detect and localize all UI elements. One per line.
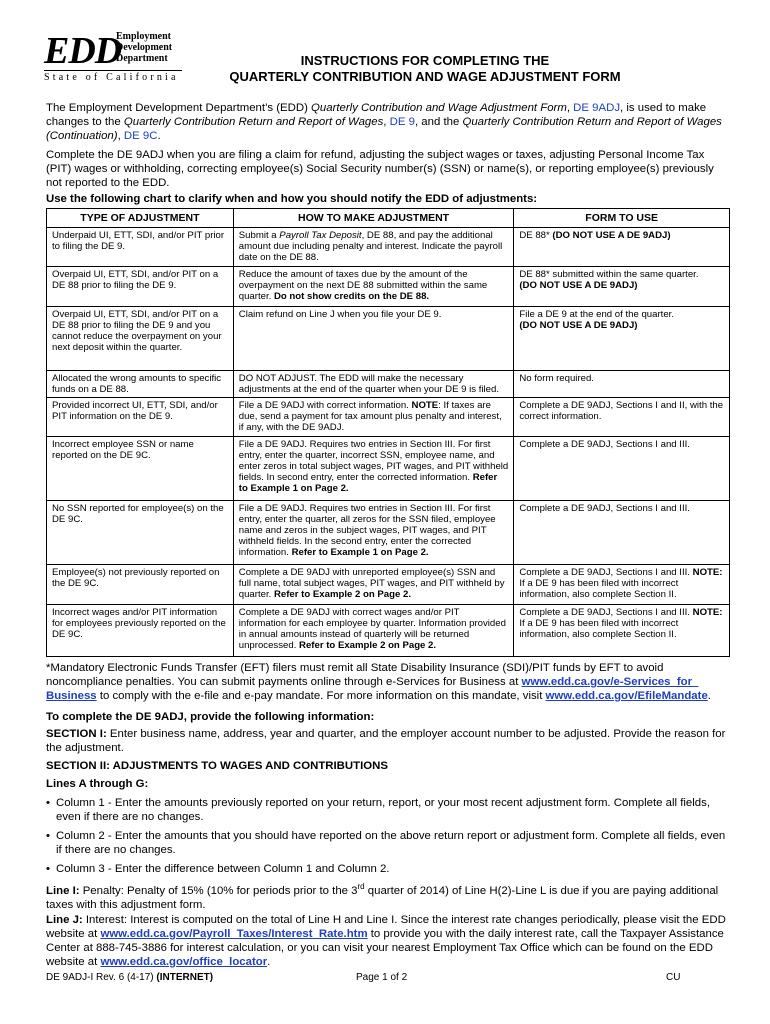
form-cell: Complete a DE 9ADJ, Sections I and III. [514, 437, 730, 501]
table-row [47, 267, 730, 307]
de9c-link[interactable]: DE 9C [123, 130, 158, 142]
table-row [47, 437, 730, 501]
type-cell: Underpaid UI, ETT, SDI, and/or PIT prior to filing the DE 9. [47, 228, 234, 267]
page-number: Page 1 of 2 [356, 972, 408, 983]
how-cell: Complete a DE 9ADJ with unreported employee(s) SSN and full name, total subject wages, PIT wages, and PIT withheld by quarter. Refer to Example 2 on Page 2. [233, 565, 514, 605]
section-1-text: SECTION I: Enter business name, address, year and quarter, and the employer account number to be adjusted. Provide the reason for the adjustment. [46, 728, 726, 754]
bullet-icon: • [46, 830, 50, 842]
form-cell: Complete a DE 9ADJ, Sections I and II, with the correct information. [514, 398, 730, 437]
how-cell: File a DE 9ADJ with correct information. NOTE: If taxes are due, send a payment for tax amount plus penalty and interest, if any, with the DE 9ADJ. [233, 398, 514, 437]
intro-paragraph-2: Complete the DE 9ADJ when you are filing a claim for refund, adjusting the subject wages or taxes, adjusting Personal Income Tax (PIT) wages or withholding, correcting employee(s) Social Security number(s) (SSN) or name(s), or reporting employee(s) previously not reported to the EDD. [46, 149, 714, 189]
type-cell: Provided incorrect UI, ETT, SDI, and/or PIT information on the DE 9. [47, 398, 234, 437]
type-cell: No SSN reported for employee(s) on the DE 9C. [47, 501, 234, 565]
interest-rate-link[interactable]: www.edd.ca.gov/Payroll_Taxes/Interest_Rate.htm [100, 928, 368, 940]
type-cell: Incorrect employee SSN or name reported on the DE 9C. [47, 437, 234, 501]
logo-department-text: Employment Development Department [116, 31, 173, 64]
table-row [47, 228, 730, 267]
table-row [47, 398, 730, 437]
logo-state-text: State of California [44, 70, 182, 83]
table-header: HOW TO MAKE ADJUSTMENT [233, 209, 514, 228]
form-cell: DE 88* submitted within the same quarter. (DO NOT USE A DE 9ADJ) [514, 267, 730, 307]
table-header: FORM TO USE [514, 209, 730, 228]
page-title: INSTRUCTIONS FOR COMPLETING THE QUARTERLY CONTRIBUTION AND WAGE ADJUSTMENT FORM [229, 53, 621, 84]
adjustment-table [46, 208, 730, 657]
chart-heading: Use the following chart to clarify when and how you should notify the EDD of adjustments: [46, 193, 538, 205]
bullet-icon: • [46, 863, 50, 875]
form-cell: Complete a DE 9ADJ, Sections I and III. [514, 501, 730, 565]
efile-mandate-link[interactable]: www.edd.ca.gov/EfileMandate [545, 690, 708, 702]
edd-logo [44, 28, 184, 84]
how-cell: Claim refund on Line J when you file your DE 9. [233, 307, 514, 371]
complete-heading: To complete the DE 9ADJ, provide the following information: [46, 711, 375, 723]
table-row [47, 565, 730, 605]
office-locator-link[interactable]: www.edd.ca.gov/office_locator [100, 956, 268, 968]
table-row [47, 501, 730, 565]
intro-paragraph-1: The Employment Development Department’s (EDD) Quarterly Contribution and Wage Adjustment Form, DE 9ADJ, is used to make changes to the Quarterly Contribution Return and Report of Wages, DE 9, and the Quarterly Contribution Return and Report of Wages (Continuation), DE 9C. [46, 102, 722, 142]
how-cell: File a DE 9ADJ. Requires two entries in Section III. For first entry, enter the quarter, all zeros for the SSN filed, employee name and zeros in the subject wages, PIT wages, and PIT withheld fields. In the second entry, enter the corrected information. Refer to Example 1 on Page 2. [233, 501, 514, 565]
table-row [47, 605, 730, 657]
de9-link[interactable]: DE 9 [389, 116, 415, 128]
how-cell: File a DE 9ADJ. Requires two entries in Section III. For first entry, enter the quarter, incorrect SSN, employee name, and enter zeros in total subject wages, PIT wages, and PIT withheld fields. In second entry, enter the corrected information. Refer to Example 1 on Page 2. [233, 437, 514, 501]
type-cell: Overpaid UI, ETT, SDI, and/or PIT on a DE 88 prior to filing the DE 9. [47, 267, 234, 307]
form-cell: File a DE 9 at the end of the quarter. (DO NOT USE A DE 9ADJ) [514, 307, 730, 371]
section-2-heading: SECTION II: ADJUSTMENTS TO WAGES AND CONTRIBUTIONS [46, 760, 388, 772]
table-header: TYPE OF ADJUSTMENT [47, 209, 234, 228]
e-services-link[interactable]: www.edd.ca.gov/e-Services_for_ Business [46, 676, 699, 702]
line-j-text: Line J: Interest: Interest is computed on the total of Line H and Line I. Since the interest rate changes periodically, please visit the EDD website at www.edd.ca.gov/Payroll_Taxes/Interest_Rate.htm to provide you with the daily interest rate, call the Taxpayer Assistance Center at 888-745-3886 for interest calculation, or you can visit your nearest Employment Tax Office which can be found on the EDD website at www.edd.ca.gov/office_locator. [46, 914, 726, 968]
form-cell: No form required. [514, 371, 730, 398]
form-cell: Complete a DE 9ADJ, Sections I and III. NOTE: If a DE 9 has been filed with incorrect information, also complete Section II. [514, 605, 730, 657]
line-i-text: Line I: Penalty: Penalty of 15% (10% for periods prior to the 3rd quarter of 2014) of Line H(2)-Line L is due if you are paying additional taxes with this adjustment form. [46, 882, 719, 911]
lines-heading: Lines A through G: [46, 778, 149, 790]
logo-edd-text: EDD [44, 30, 122, 72]
form-cell: DE 88* (DO NOT USE A DE 9ADJ) [514, 228, 730, 267]
table-header-row [47, 209, 730, 228]
type-cell: Allocated the wrong amounts to specific funds on a DE 88. [47, 371, 234, 398]
form-id: DE 9ADJ-I Rev. 6 (4-17) (INTERNET) [46, 972, 214, 983]
how-cell: DO NOT ADJUST. The EDD will make the necessary adjustments at the end of the quarter when your DE 9 is filed. [233, 371, 514, 398]
type-cell: Incorrect wages and/or PIT information for employees previously reported on the DE 9C. [47, 605, 234, 657]
how-cell: Reduce the amount of taxes due by the amount of the overpayment on the next DE 88 submitted within the same quarter. Do not show credits on the DE 88. [233, 267, 514, 307]
how-cell: Submit a Payroll Tax Deposit, DE 88, and pay the additional amount due including penalty and interest. Indicate the payroll date on the DE 88. [233, 228, 514, 267]
table-row [47, 307, 730, 371]
document-page: EDD Employment Development Department State of California INSTRUCTIONS FOR COMPLETING THE QUARTERLY CONTRIBUTION AND WAGE ADJUSTMENT FORM The Employment Development Department’s (EDD) Quarterly Contribution and Wage Adjustment Form, DE 9ADJ, is used to make changes to the Quarterly Contribution Return and Report of Wages, DE 9, and the Quarterly Contribution Return and Report of Wages (Continuation), DE 9C. Complete the DE 9ADJ when you are filing a claim for refund, adjusting the subject wages or taxes, adjusting Personal Income Tax (PIT) wages or withholding, correcting employee(s) Social Security number(s) (SSN) or name(s), or reporting employee(s) previously not reported to the EDD. Use the following chart to clarify when and how you should notify the EDD of adjustments: TYPE OF ADJUSTMENT HOW TO MAKE ADJUSTMENT FORM TO USE Underpaid UI, ETT, SDI, and/or PIT prior to filing the DE 9. Submit a Payroll Tax Deposit, DE 88, and pay the additional amount due including penalty and interest. Indicate the payroll date on the DE 88. DE 88* (DO NOT USE A DE 9ADJ) Overpaid UI, ETT, SDI, and/or PIT on a DE 88 prior to filing the DE 9. Reduce the amount of taxes due by the amount of the overpayment on the next DE 88 submitted within the same quarter. Do not show credits on the DE 88. DE 88* submitted within the same quarter. (DO NOT USE A DE 9ADJ) Overpaid UI, ETT, SDI, and/or PIT on a DE 88 prior to filing the DE 9 and you cannot reduce the overpayment on your next deposit within the quarter. Claim refund on Line J when you file your DE 9. File a DE 9 at the end of the quarter. (DO NOT USE A DE 9ADJ) Allocated the wrong amounts to specific funds on a DE 88. DO NOT ADJUST. The EDD will make the necessary adjustments at the end of the quarter when your DE 9 is filed. No form required. Provided incorrect UI, ETT, SDI, and/or PIT information on the DE 9. File a DE 9ADJ with correct information. NOTE: If taxes are due, send a payment for tax amount plus penalty and interest, if any, with the DE 9ADJ. Complete a DE 9ADJ, Sections I and II, with the correct information. Incorrect employee SSN or name reported on the DE 9C. File a DE 9ADJ. Requires two entries in Section III. For first entry, enter the quarter, incorrect SSN, employee name, and enter zeros in total subject wages, PIT wages, and PIT withheld fields. In second entry, enter the corrected information. Refer to Example 1 on Page 2. Complete a DE 9ADJ, Sections I and III. No SSN reported for employee(s) on the DE 9C. File a DE 9ADJ. Requires two entries in Section III. For first entry, enter the quarter, all zeros for the SSN filed, employee name and zeros in the subject wages, PIT wages, and PIT withheld fields. In the second entry, enter the corrected information. Refer to Example 1 on Page 2. Complete a DE 9ADJ, Sections I and III. Employee(s) not previously reported on the DE 9C. Complete a DE 9ADJ with unreported employee(s) SSN and full name, total subject wages, PIT wages, and PIT withheld by quarter. Refer to Example 2 on Page 2. Complete a DE 9ADJ, Sections I and III. NOTE: If a DE 9 has been filed with incorrect information, also complete Section II. Incorrect wages and/or PIT information for employees previously reported on the DE 9C. Complete a DE 9ADJ with correct wages and/or PIT information for each employee by quarter. Information provided in annual amounts instead of quarterly will be returned unprocessed. Refer to Example 2 on Page 2. Complete a DE 9ADJ, Sections I and III. NOTE: If a DE 9 has been filed with incorrect information, also complete Section II. *Mandatory Electronic Funds Transfer (EFT) filers must remit all State Disability Insurance (SDI)/PIT funds by EFT to avoid noncompliance penalties. You can submit payments online through e-Services for Business at www.edd.ca.gov/e-Services_for_ Business to comply with the e-file and e-pay mandate. For more information on this mandate, visit www.edd.ca.gov/EfileMandate. To complete the DE 9ADJ, provide the following information: SECTION I: Enter business name, address, year and quarter, and the employer account number to be adjusted. Provide the reason for the adjustment. SECTION II: ADJUSTMENTS TO WAGES AND CONTRIBUTIONS Lines A through G: • Column 1 - Enter the amounts previously reported on your return, report, or your most recent adjustment form. Complete all fields, even if there are no changes. • Column 2 - Enter the amounts that you should have reported on the above return report or adjustment form. Complete all fields, even if there are no changes. • Column 3 - Enter the difference between Column 1 and Column 2. Line I: Penalty: Penalty of 15% (10% for periods prior to the 3rd quarter of 2014) of Line H(2)-Line L is due if you are paying additional taxes with this adjustment form. Line J: Interest: Interest is computed on the total of Line H and Line I. Since the interest rate changes periodically, please visit the EDD website at www.edd.ca.gov/Payroll_Taxes/Interest_Rate.htm to provide you with the daily interest rate, call the Taxpayer Assistance Center at 888-745-3886 for interest calculation, or you can visit your nearest Employment Tax Office which can be found on the EDD website at www.edd.ca.gov/office_locator. DE 9ADJ-I Rev. 6 (4-17) (INTERNET) Page 1 of 2 CU [0, 0, 770, 1024]
type-cell: Employee(s) not previously reported on the DE 9C. [47, 565, 234, 605]
table-row [47, 371, 730, 398]
de9adj-link[interactable]: DE 9ADJ [573, 102, 621, 114]
footer-code: CU [666, 972, 681, 983]
type-cell: Overpaid UI, ETT, SDI, and/or PIT on a DE 88 prior to filing the DE 9 and you cannot reduce the overpayment on your next deposit within the quarter. [47, 307, 234, 371]
form-cell: Complete a DE 9ADJ, Sections I and III. NOTE: If a DE 9 has been filed with incorrect information, also complete Section II. [514, 565, 730, 605]
eft-note: *Mandatory Electronic Funds Transfer (EFT) filers must remit all State Disability Insurance (SDI)/PIT funds by EFT to avoid noncompliance penalties. You can submit payments online through e-Services for Business at www.edd.ca.gov/e-Services_for_ Business to comply with the e-file and e-pay mandate. For more information on this mandate, visit www.edd.ca.gov/EfileMandate. [46, 662, 711, 702]
bullet-icon: • [46, 797, 50, 809]
how-cell: Complete a DE 9ADJ with correct wages and/or PIT information for each employee by quarter. Information provided in annual amounts instead of quarterly will be returned unprocessed. Refer to Example 2 on Page 2. [233, 605, 514, 657]
